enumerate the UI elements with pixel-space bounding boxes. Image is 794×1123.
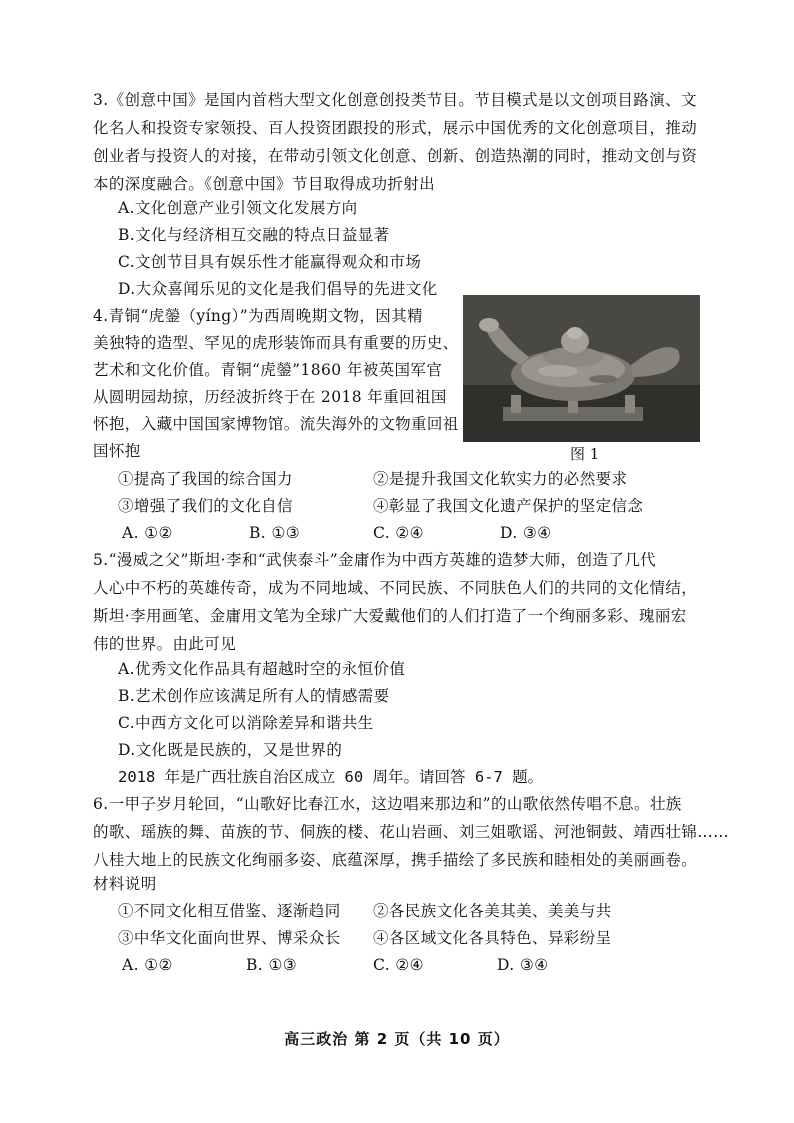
q4-stem-line-5: 怀抱，入藏中国国家博物馆。流失海外的文物重回祖 [93,415,459,433]
q5-option-c: C.中西方文化可以消除差异和谐共生 [118,714,374,732]
q4-choice-d: D. ③④ [500,524,552,542]
q4-choice-c: C. ②④ [373,524,424,542]
page-footer: 高三政治 第 2 页（共 10 页） [284,1030,510,1048]
q6-choice-a: A. ①② [122,956,173,974]
q3-stem-line-3: 创业者与投资人的对接，在带动引领文化创意、创新、创造热潮的同时，推动文创与资 [93,147,698,165]
q6-choice-c: C. ②④ [373,956,424,974]
q5-option-a: A.优秀文化作品具有超越时空的永恒价值 [118,660,406,678]
q5-stem-line-3: 斯坦·李用画笔、金庸用文笔为全球广大爱戴他们的人们打造了一个绚丽多彩、瑰丽宏 [93,607,687,625]
q6-stem-line-4: 材料说明 [93,875,157,893]
bronze-vessel-photo [463,295,700,442]
q5-stem-line-2: 人心中不朽的英雄传奇，成为不同地域、不同民族、不同肤色人们的共同的文化情结， [93,579,698,597]
q6-choice-b: B. ①③ [246,956,298,974]
q4-item-1: ①提高了我国的综合国力 [118,470,293,488]
q5-stem-line-1: 5.“漫威之父”斯坦·李和“武侠泰斗”金庸作为中西方英雄的造梦大师，创造了几代 [93,551,657,569]
q3-option-c: C.文创节目具有娱乐性才能赢得观众和市场 [118,253,422,271]
q4-item-2: ②是提升我国文化软实力的必然要求 [373,470,628,488]
q4-item-4: ④彰显了我国文化遗产保护的坚定信念 [373,497,644,515]
section-intro: 2018 年是广西壮族自治区成立 60 周年。请回答 6-7 题。 [118,768,544,786]
q4-stem-line-6: 国怀抱 [93,442,141,460]
q4-choice-b: B. ①③ [249,524,301,542]
q3-option-b: B.文化与经济相互交融的特点日益显著 [118,226,390,244]
q3-stem-line-2: 化名人和投资专家领投、百人投资团跟投的形式，展示中国优秀的文化创意项目，推动 [93,119,698,137]
q4-stem-line-3: 艺术和文化价值。青铜“虎鎣”1860 年被英国军官 [93,361,443,379]
q3-option-a: A.文化创意产业引领文化发展方向 [118,199,358,217]
q6-stem-line-3: 八桂大地上的民族文化绚丽多姿、底蕴深厚，携手描绘了多民族和睦相处的美丽画卷。 [93,851,698,869]
q3-stem-line-1: 3.《创意中国》是国内首档大型文化创意创投类节目。节目模式是以文创项目路演、文 [93,91,697,109]
q6-item-1: ①不同文化相互借鉴、逐渐趋同 [118,902,341,920]
q5-stem-line-4: 伟的世界。由此可见 [93,635,237,653]
q4-stem-line-1: 4.青铜“虎鎣（yíng）”为西周晚期文物，因其精 [93,307,424,325]
figure-caption: 图 1 [570,445,600,463]
q4-item-3: ③增强了我们的文化自信 [118,497,293,515]
q6-choice-d: D. ③④ [497,956,549,974]
q3-stem-line-4: 本的深度融合。《创意中国》节目取得成功折射出 [93,175,436,193]
q6-item-3: ③中华文化面向世界、博采众长 [118,929,341,947]
bronze-vessel-image [463,295,700,442]
q6-stem-line-1: 6.一甲子岁月轮回，“山歌好比春江水，这边唱来那边和”的山歌依然传唱不息。壮族 [93,795,682,813]
q5-option-b: B.艺术创作应该满足所有人的情感需要 [118,687,390,705]
q6-item-4: ④各区域文化各具特色、异彩纷呈 [373,929,612,947]
q5-option-d: D.文化既是民族的，又是世界的 [118,741,343,759]
q6-item-2: ②各民族文化各美其美、美美与共 [373,902,612,920]
q4-stem-line-2: 美独特的造型、罕见的虎形装饰而具有重要的历史、 [93,334,459,352]
q3-option-d: D.大众喜闻乐见的文化是我们倡导的先进文化 [118,280,438,298]
q4-stem-line-4: 从圆明园劫掠，历经波折终于在 2018 年重回祖国 [93,388,447,406]
q6-stem-line-2: 的歌、瑶族的舞、苗族的节、侗族的楼、花山岩画、刘三姐歌谣、河池铜鼓、靖西壮锦…… [93,823,730,841]
q4-choice-a: A. ①② [122,524,173,542]
